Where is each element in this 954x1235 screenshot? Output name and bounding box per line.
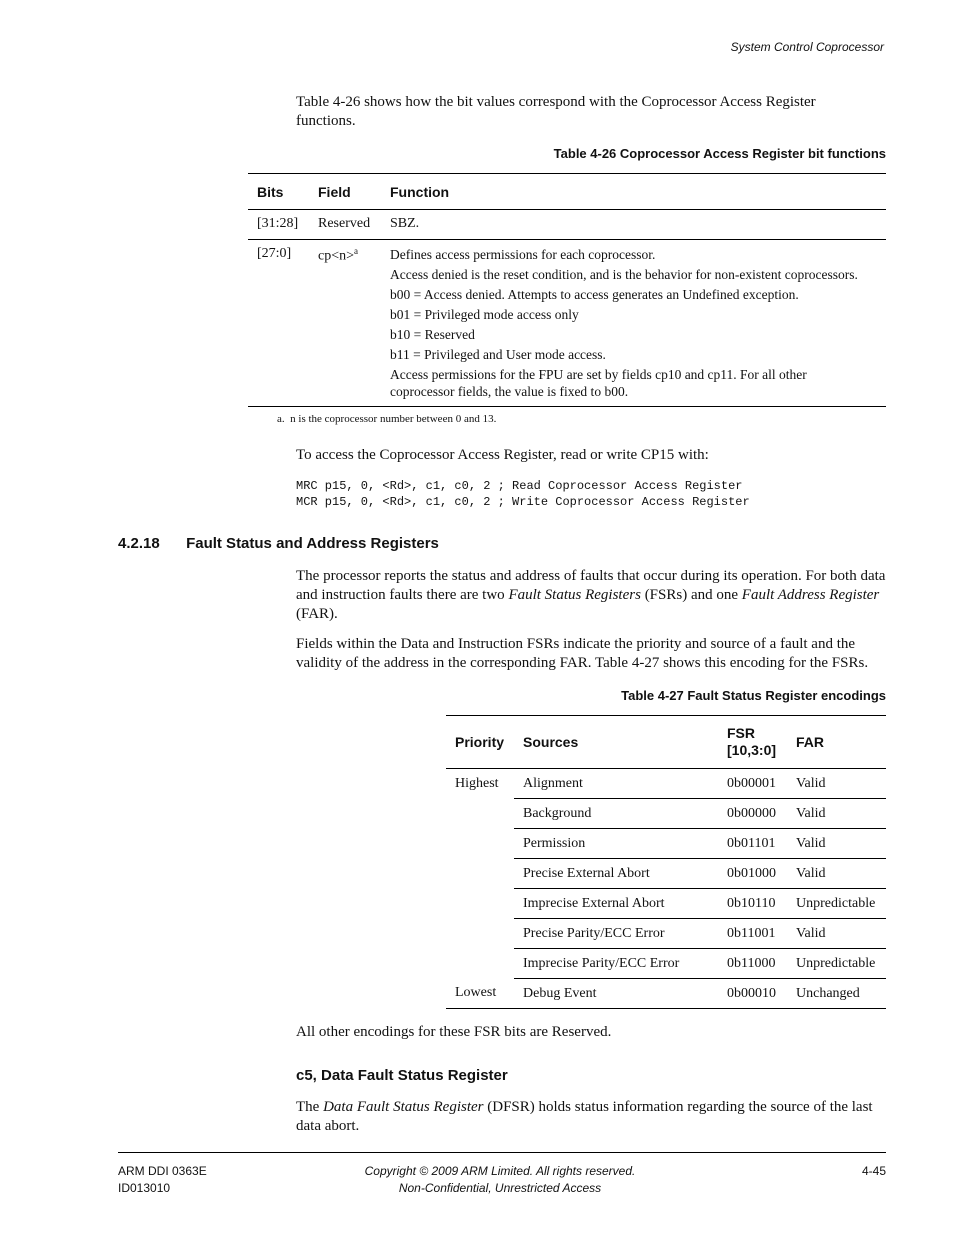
cell-priority (446, 859, 514, 889)
cell-source: Debug Event (523, 985, 597, 1001)
cell-priority: Lowest (455, 985, 497, 1001)
confidentiality-notice: Non-Confidential, Unrestricted Access (398, 1181, 602, 1195)
cell-field: Reserved (309, 210, 381, 240)
text-run: The (296, 1099, 324, 1115)
function-line: b10 = Reserved (390, 327, 475, 342)
coprocessor-access-table (248, 173, 886, 407)
cell-far: Valid (787, 829, 886, 859)
table-row (446, 979, 886, 1009)
table-footnote (277, 413, 496, 425)
table-header-row (248, 174, 886, 210)
cell-fsr: 0b11000 (718, 949, 787, 979)
cell-source: Alignment (514, 769, 718, 799)
footnote-marker: a (354, 246, 359, 256)
footer-divider (118, 1152, 886, 1153)
copyright-notice: Copyright © 2009 ARM Limited. All rights reserved. (364, 1164, 636, 1178)
cell-priority: Highest (455, 775, 499, 791)
function-line: Access permissions for the FPU are set by fields cp10 and cp11. For all other coprocessor fields, the value is fixed to b00. (390, 367, 807, 399)
field-name: cp<n> (318, 248, 355, 264)
cell-priority (446, 799, 514, 829)
cell-far: Unchanged (796, 985, 860, 1001)
cell-source: Permission (514, 829, 718, 859)
cell-far: Valid (787, 769, 886, 799)
document-id: ARM DDI 0363E (118, 1164, 207, 1178)
cell-fsr: 0b00000 (718, 799, 787, 829)
column-header-sources: Sources (514, 716, 718, 769)
table-header-row (446, 716, 886, 769)
section-number: 4.2.18 (118, 535, 160, 552)
table-row (446, 769, 886, 799)
dfsr-paragraph (296, 1098, 886, 1136)
function-line: Access denied is the reset condition, and is the behavior for non-existent coprocessors. (390, 267, 858, 282)
cell-priority (446, 919, 514, 949)
footer-center (300, 1163, 700, 1197)
running-header: System Control Coprocessor (730, 40, 884, 54)
cell-bits: [27:0] (257, 246, 292, 261)
table-row (248, 210, 886, 240)
subsection-heading: c5, Data Fault Status Register (296, 1067, 508, 1084)
cell-far: Valid (787, 859, 886, 889)
text-run: (FSRs) and one (640, 587, 742, 603)
column-header-priority: Priority (446, 716, 514, 769)
issue-id: ID013010 (118, 1181, 171, 1195)
cell-source: Precise Parity/ECC Error (514, 919, 718, 949)
cell-bits: [31:28] (248, 210, 309, 240)
column-header-field: Field (309, 174, 381, 210)
text-run: (DFSR) holds status information regarding the source of the last data abort. (296, 1099, 873, 1134)
cell-fsr: 0b00001 (718, 769, 787, 799)
table-row (446, 949, 886, 979)
term-dfsr: Data Fault Status Register (323, 1099, 484, 1115)
function-line: b00 = Access denied. Attempts to access generates an Undefined exception. (390, 287, 799, 302)
table2-caption: Table 4-27 Fault Status Register encodings (621, 688, 886, 703)
table-row (446, 829, 886, 859)
cell-function (381, 240, 886, 407)
cell-source: Imprecise External Abort (514, 889, 718, 919)
column-header-fsr: FSR [10,3:0] (718, 716, 787, 769)
page-number: 4-45 (861, 1164, 886, 1178)
text-run: The processor reports the status and address of faults that occur during its operation. For both data and instruction faults there are two (296, 568, 886, 603)
function-line: b01 = Privileged mode access only (390, 307, 579, 322)
term-fsr: Fault Status Registers (508, 587, 641, 603)
footnote-text: n is the coprocessor number between 0 and 13. (290, 413, 497, 425)
cell-function: SBZ. (381, 210, 886, 240)
cell-fsr: 0b10110 (718, 889, 787, 919)
reserved-encodings-note: All other encodings for these FSR bits are Reserved. (296, 1024, 612, 1040)
function-line: b11 = Privileged and User mode access. (390, 347, 606, 362)
term-far: Fault Address Register (741, 587, 880, 603)
table1-caption: Table 4-26 Coprocessor Access Register bit functions (553, 146, 886, 161)
section-title: Fault Status and Address Registers (186, 535, 439, 552)
text-run: (FAR). (296, 606, 338, 622)
fault-intro-paragraph (296, 567, 886, 624)
cell-far: Valid (787, 919, 886, 949)
table-row (446, 889, 886, 919)
intro-paragraph: Table 4-26 shows how the bit values correspond with the Coprocessor Access Register functions. (296, 94, 816, 129)
table-row (446, 919, 886, 949)
cell-fsr: 0b11001 (718, 919, 787, 949)
table-row (248, 240, 886, 407)
cell-far: Valid (787, 799, 886, 829)
table-row (446, 799, 886, 829)
cell-source: Background (514, 799, 718, 829)
cell-priority (446, 829, 514, 859)
function-line: Defines access permissions for each coprocessor. (390, 247, 656, 262)
fault-status-encoding-table (446, 715, 886, 1009)
footnote-label: a. (277, 413, 285, 425)
cell-fsr: 0b01101 (718, 829, 787, 859)
cell-fsr: 0b00010 (727, 985, 776, 1001)
cell-fsr: 0b01000 (718, 859, 787, 889)
cell-source: Precise External Abort (514, 859, 718, 889)
column-header-far: FAR (787, 716, 886, 769)
cell-field (309, 240, 381, 407)
table-row (446, 859, 886, 889)
section-heading (118, 535, 439, 552)
cell-far: Unpredictable (787, 889, 886, 919)
cell-priority (446, 889, 514, 919)
column-header-bits: Bits (248, 174, 309, 210)
code-line-mcr: MCR p15, 0, <Rd>, c1, c0, 2 ; Write Coprocessor Access Register (296, 495, 750, 509)
cell-priority (446, 949, 514, 979)
footer-left (118, 1163, 207, 1197)
access-paragraph: To access the Coprocessor Access Register, read or write CP15 with: (296, 447, 709, 463)
cell-far: Unpredictable (787, 949, 886, 979)
column-header-function: Function (381, 174, 886, 210)
fsr-fields-paragraph: Fields within the Data and Instruction FSRs indicate the priority and source of a fault and the validity of the address in the corresponding FAR. Table 4-27 shows this encoding for the FSRs. (296, 636, 869, 671)
cell-source: Imprecise Parity/ECC Error (514, 949, 718, 979)
code-line-mrc: MRC p15, 0, <Rd>, c1, c0, 2 ; Read Coprocessor Access Register (296, 479, 743, 493)
